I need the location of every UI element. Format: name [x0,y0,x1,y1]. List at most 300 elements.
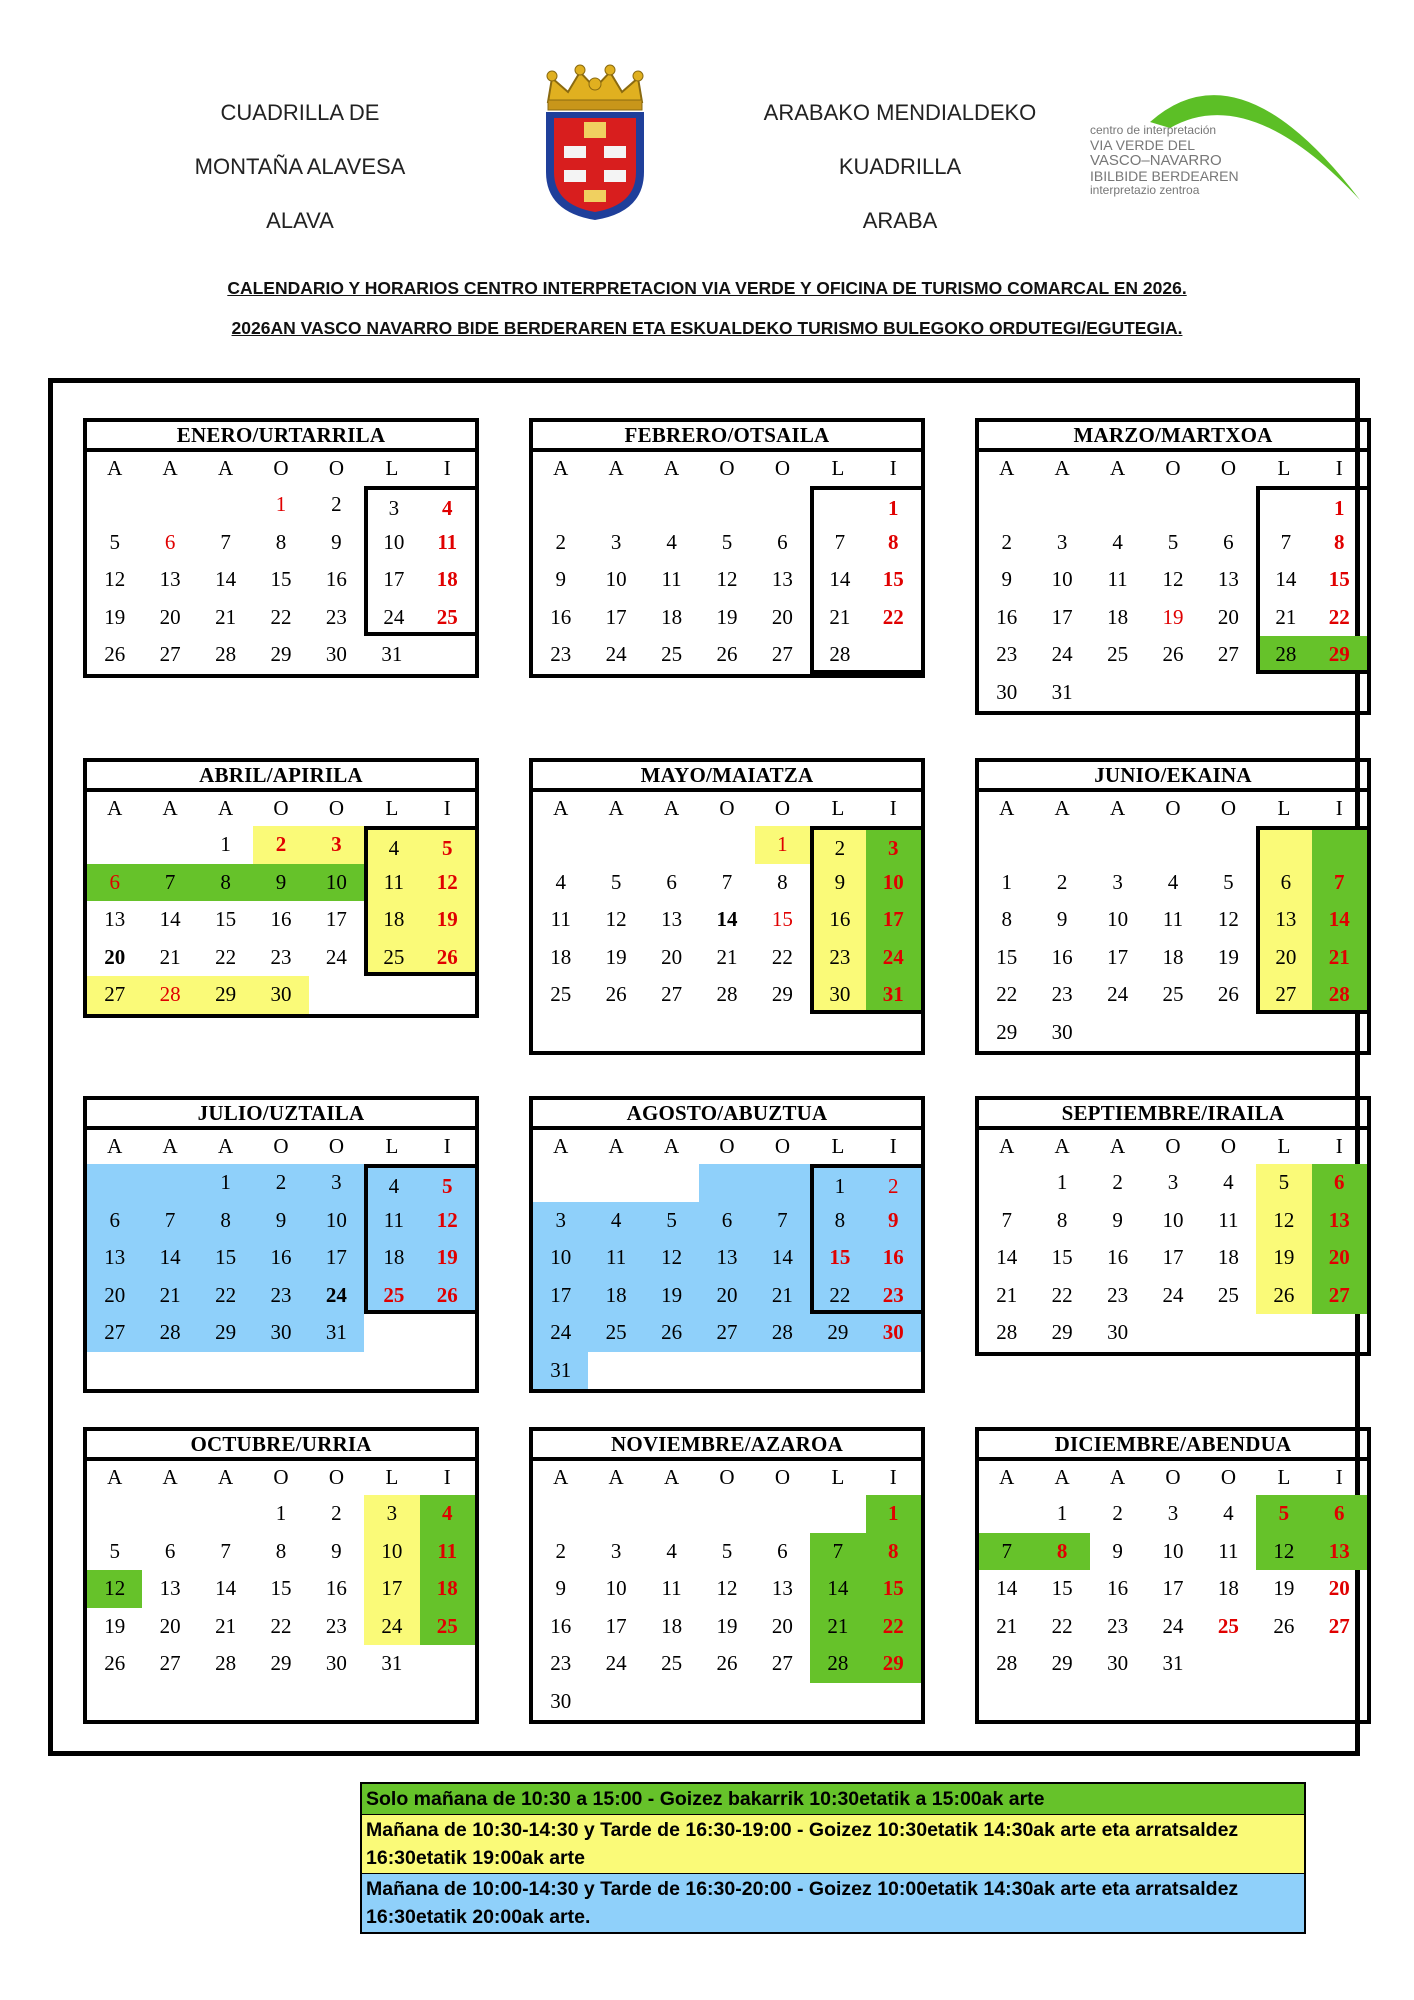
empty-day-cell [1090,1014,1145,1052]
weekday-header: A [1109,1134,1126,1158]
weekday-header: A [608,1465,624,1489]
day-cell: 11 [420,1533,475,1571]
weekday-header: I [1335,1134,1343,1158]
empty-day-cell [755,1164,810,1202]
header-left-line-1: CUADRILLA DE [220,100,380,125]
day-cell: 6 [87,1202,142,1240]
day-cell: 23 [1107,1613,1129,1638]
empty-day-cell [866,1683,921,1721]
empty-day-cell [142,826,197,864]
day-cell: 13 [159,1576,181,1600]
day-cell: 5 [420,1164,475,1202]
empty-day-cell [1145,826,1200,864]
day-cell: 17 [1051,604,1073,629]
empty-day-cell [588,1014,643,1052]
day-cell: 25 [661,642,683,666]
day-cell: 20 [1328,1576,1350,1600]
day-cell: 4 [1112,529,1123,554]
day-cell: 19 [605,944,627,969]
day-cell: 17 [605,604,627,629]
empty-day-cell [198,486,253,524]
weekday-header: A [553,456,569,480]
day-cell: 25 [661,1651,683,1675]
day-cell: 13 [104,907,126,931]
day-cell: 28 [215,1651,237,1675]
day-cell: 15 [215,907,237,931]
weekday-header: A [1109,796,1126,820]
empty-day-cell [364,976,419,1014]
day-cell: 20 [771,1613,793,1638]
weekday-header: A [217,1465,234,1489]
day-cell: 3 [364,486,419,524]
day-cell: 27 [661,982,683,1006]
day-cell: 7 [1256,524,1311,562]
weekday-header: L [1277,1465,1291,1489]
day-cell: 11 [437,529,458,554]
empty-day-cell [588,826,643,864]
day-cell: 31 [309,1314,364,1352]
day-cell: 17 [866,901,921,939]
document-title-eu: 2026AN VASCO NAVARRO BIDE BERDERAREN ETA ESKUALDEKO TURISMO BULEGOKO ORDUTEGI/EGUTEGIA. [231,318,1183,338]
day-cell: 8 [866,1533,921,1571]
empty-day-cell [755,486,810,524]
day-cell: 14 [1312,901,1367,939]
day-cell: 13 [661,907,683,931]
day-cell: 18 [550,944,572,969]
empty-day-cell [87,486,142,524]
day-cell: 17 [325,907,347,931]
day-cell: 4 [666,529,677,554]
empty-day-cell [644,1014,699,1052]
empty-day-cell [1145,1683,1200,1721]
day-cell: 13 [1312,1202,1367,1240]
day-cell: 16 [1107,1245,1129,1269]
day-cell: 27 [1312,1277,1367,1315]
day-cell: 24 [605,1651,627,1675]
day-cell: 22 [866,1608,921,1646]
weekday-header: L [1277,1134,1291,1158]
weekday-header: A [608,796,624,820]
day-cell: 16 [325,567,347,591]
day-cell: 12 [1217,907,1239,931]
day-cell: 17 [1162,1576,1184,1600]
weekday-header: A [1054,796,1070,820]
weekday-header: A [663,1465,680,1489]
day-cell: 7 [810,524,865,562]
day-cell: 18 [364,1239,419,1277]
month-5 [529,758,925,1055]
day-cell: 30 [325,1651,347,1675]
document-title-es: CALENDARIO Y HORARIOS CENTRO INTERPRETACION VIA VERDE Y OFICINA DE TURISMO COMARCAL EN 2026. [227,278,1187,298]
empty-day-cell [588,1495,643,1533]
day-cell: 30 [1051,1019,1073,1044]
day-cell: 30 [1107,1320,1129,1344]
weekday-header: A [999,1465,1015,1489]
empty-day-cell [588,1352,643,1390]
day-cell: 8 [198,864,253,902]
day-cell: 7 [1001,1207,1012,1232]
day-cell: 6 [777,1538,788,1563]
day-cell: 19 [1162,604,1184,629]
empty-day-cell [309,1352,364,1390]
empty-day-cell [644,1683,699,1721]
day-cell: 9 [1112,1207,1123,1232]
day-cell: 21 [215,1613,237,1638]
weekday-header: L [831,796,845,820]
day-cell: 2 [810,826,865,864]
day-cell: 24 [1162,1282,1184,1307]
day-cell: 18 [661,1613,683,1638]
day-cell: 6 [1312,1164,1367,1202]
day-cell: 23 [1107,1282,1129,1307]
via-verde-logo [1090,72,1370,212]
day-cell: 24 [1107,982,1129,1006]
day-cell: 4 [1223,1501,1234,1525]
weekday-header: O [273,1465,289,1489]
day-cell: 10 [1107,907,1129,931]
month-grid [529,1461,925,1724]
day-cell: 21 [755,1277,810,1315]
day-cell: 11 [1107,567,1128,591]
empty-day-cell [1090,826,1145,864]
day-cell: 7 [979,1533,1034,1571]
day-cell: 16 [866,1239,921,1277]
empty-day-cell [979,1495,1034,1533]
day-cell: 26 [1162,642,1184,666]
month-grid [975,792,1371,1055]
day-cell: 29 [996,1019,1018,1044]
empty-day-cell [1145,1314,1200,1352]
empty-day-cell [699,1352,754,1390]
day-cell: 10 [1051,567,1073,591]
day-cell: 6 [1312,1495,1367,1533]
empty-day-cell [1201,1683,1256,1721]
weekday-header: A [999,1134,1015,1158]
weekday-header: I [1335,1465,1343,1489]
day-cell: 27 [1328,1613,1350,1638]
logo-line-2: VIA VERDE DEL [1090,137,1196,153]
day-cell: 16 [550,604,572,629]
empty-day-cell [420,1314,475,1352]
day-cell: 20 [699,1277,754,1315]
day-cell: 4 [1167,869,1179,894]
day-cell: 29 [771,982,793,1006]
day-cell: 20 [159,604,181,629]
empty-day-cell [1201,826,1256,864]
day-cell: 26 [104,1651,126,1675]
weekday-header: A [1054,456,1070,480]
day-cell: 22 [810,1277,865,1315]
day-cell: 24 [1162,1613,1184,1638]
day-cell: 16 [270,907,292,931]
empty-day-cell [810,486,865,524]
day-cell: 5 [109,1538,120,1563]
day-cell: 7 [142,1202,197,1240]
day-cell: 11 [364,864,419,902]
day-cell: 18 [1107,604,1129,629]
empty-day-cell [1312,1014,1367,1052]
day-cell: 16 [325,1576,347,1600]
day-cell: 30 [996,679,1018,704]
day-cell: 21 [810,1608,865,1646]
empty-day-cell [810,1683,865,1721]
day-cell: 31 [866,976,921,1014]
day-cell: 2 [1056,869,1068,894]
day-cell: 11 [588,1239,643,1277]
day-cell: 3 [1056,529,1068,554]
day-cell: 8 [888,529,899,554]
weekday-header: O [1165,796,1181,820]
day-cell: 19 [104,1613,126,1638]
day-cell: 18 [1217,1245,1239,1269]
header-right-line-1: ARABAKO MENDIALDEKO [763,100,1037,125]
day-cell: 29 [1312,636,1367,674]
weekday-header: A [663,1134,680,1158]
day-cell: 17 [309,1239,364,1277]
weekday-header: O [1165,1465,1181,1489]
day-cell: 9 [555,1576,566,1600]
day-cell: 2 [253,1164,308,1202]
day-cell: 28 [996,1320,1018,1344]
day-cell: 20 [1312,1239,1367,1277]
day-cell: 13 [1256,901,1311,939]
day-cell: 5 [610,869,622,894]
weekday-header: O [328,796,344,820]
day-cell: 17 [533,1277,588,1315]
empty-day-cell [364,1352,419,1390]
day-cell: 29 [1051,1651,1073,1675]
empty-day-cell [1090,486,1145,524]
day-cell: 1 [275,492,287,516]
day-cell: 25 [420,599,475,637]
day-cell: 24 [325,944,347,969]
day-cell: 22 [270,604,292,629]
weekday-header: I [1335,796,1343,820]
month-8 [529,1096,925,1393]
day-cell: 8 [198,1202,253,1240]
day-cell: 20 [1256,939,1311,977]
month-3 [975,418,1371,715]
day-cell: 25 [1107,642,1129,666]
day-cell: 4 [1223,1170,1234,1194]
day-cell: 23 [325,604,347,629]
day-cell: 23 [325,1613,347,1638]
day-cell: 27 [159,1651,181,1675]
month-grid [529,452,925,678]
day-cell: 3 [1112,869,1123,894]
day-cell: 20 [771,604,793,629]
day-cell: 16 [810,901,865,939]
month-title: NOVIEMBRE/AZAROA [529,1427,925,1461]
day-cell: 26 [1256,1277,1311,1315]
day-cell: 13 [771,1576,793,1600]
day-cell: 15 [198,1239,253,1277]
day-cell: 3 [1167,1501,1179,1525]
empty-day-cell [979,826,1034,864]
empty-day-cell [253,1683,308,1721]
month-7 [83,1096,479,1393]
weekday-header: L [385,796,399,820]
month-grid [529,1130,925,1393]
coat-of-arms-icon [530,62,660,222]
empty-day-cell [87,1164,142,1202]
day-cell: 9 [331,529,342,554]
day-cell: 11 [364,1202,419,1240]
day-cell: 7 [721,869,733,894]
weekday-header: O [328,1134,344,1158]
empty-day-cell [309,976,364,1014]
weekday-header: O [1165,456,1181,480]
weekday-header: A [107,1465,123,1489]
empty-day-cell [699,1014,754,1052]
day-cell: 14 [159,907,181,931]
day-cell: 18 [364,901,419,939]
day-cell: 23 [996,642,1018,666]
day-cell: 10 [309,864,364,902]
day-cell: 18 [661,604,683,629]
day-cell: 18 [436,567,458,591]
day-cell: 29 [866,1645,921,1683]
empty-day-cell [1201,1314,1256,1352]
weekday-header: I [889,796,897,820]
day-cell: 22 [771,944,793,969]
day-cell: 14 [716,907,738,931]
day-cell: 5 [1256,1164,1311,1202]
day-cell: 26 [716,642,738,666]
day-cell: 6 [87,864,142,902]
day-cell: 2 [866,1164,921,1202]
empty-day-cell [866,1352,921,1390]
day-cell: 14 [996,1576,1018,1600]
day-cell: 27 [1256,976,1311,1014]
day-cell: 4 [666,1538,677,1563]
empty-day-cell [364,1683,419,1721]
day-cell: 19 [1256,1239,1311,1277]
day-cell: 11 [550,907,571,931]
day-cell: 20 [661,944,683,969]
empty-day-cell [1034,486,1089,524]
day-cell: 12 [644,1239,699,1277]
day-cell: 15 [270,567,292,591]
day-cell: 22 [1051,1282,1073,1307]
logo-line-5: interpretazio zentroa [1090,183,1200,197]
weekday-header: A [608,1134,624,1158]
day-cell: 9 [810,864,865,902]
empty-day-cell [1145,674,1200,712]
day-cell: 27 [699,1314,754,1352]
day-cell: 23 [810,939,865,977]
empty-day-cell [420,976,475,1014]
day-cell: 13 [159,567,181,591]
weekday-header: A [553,796,569,820]
empty-day-cell [979,1164,1034,1202]
empty-day-cell [755,1495,810,1533]
day-cell: 26 [1217,982,1239,1006]
day-cell: 11 [661,1576,682,1600]
day-cell: 13 [87,1239,142,1277]
empty-day-cell [533,486,588,524]
weekday-header: A [1054,1134,1070,1158]
day-cell: 28 [996,1651,1018,1675]
month-grid [975,1130,1371,1356]
day-cell: 25 [588,1314,643,1352]
day-cell: 24 [533,1314,588,1352]
day-cell: 15 [1051,1245,1073,1269]
logo-line-4: IBILBIDE BERDEAREN [1090,168,1239,184]
day-cell: 20 [159,1613,181,1638]
header-right-line-3: ARABA [862,208,938,233]
day-cell: 16 [253,1239,308,1277]
header-left-line-3: ALAVA [266,208,334,233]
day-cell: 15 [1328,567,1350,591]
empty-day-cell [1201,486,1256,524]
month-grid [529,792,925,1055]
month-title: MAYO/MAIATZA [529,758,925,792]
day-cell: 10 [1162,1538,1184,1563]
day-cell: 11 [1218,1538,1239,1563]
empty-day-cell [309,1683,364,1721]
weekday-header: A [162,1134,178,1158]
day-cell: 8 [1001,907,1012,931]
empty-day-cell [142,1683,197,1721]
day-cell: 8 [275,1538,287,1563]
day-cell: 5 [644,1202,699,1240]
day-cell: 21 [142,1277,197,1315]
day-cell: 12 [87,1570,142,1608]
day-cell: 7 [220,1538,231,1563]
weekday-header: O [719,1465,735,1489]
day-cell: 23 [550,642,572,666]
day-cell: 23 [550,1651,572,1675]
day-cell: 10 [1162,1207,1184,1232]
day-cell: 26 [104,642,126,666]
empty-day-cell [644,1495,699,1533]
day-cell: 6 [164,529,176,554]
empty-day-cell [142,486,197,524]
weekday-header: O [1220,1465,1236,1489]
month-title: OCTUBRE/URRIA [83,1427,479,1461]
empty-day-cell [644,1164,699,1202]
empty-day-cell [87,826,142,864]
empty-day-cell [1256,674,1311,712]
day-cell: 28 [215,642,237,666]
empty-day-cell [533,1495,588,1533]
month-title: JUNIO/EKAINA [975,758,1371,792]
empty-day-cell [699,1683,754,1721]
empty-day-cell [699,1164,754,1202]
day-cell: 22 [882,604,904,629]
weekday-header: A [217,796,234,820]
empty-day-cell [533,1164,588,1202]
day-cell: 5 [420,826,475,864]
day-cell: 26 [1273,1613,1295,1638]
day-cell: 25 [1217,1613,1239,1638]
empty-day-cell [810,1014,865,1052]
day-cell: 30 [1107,1651,1129,1675]
month-6 [975,758,1371,1055]
weekday-header: A [162,1465,178,1489]
month-12 [975,1427,1371,1724]
day-cell: 14 [810,1570,865,1608]
day-cell: 2 [253,826,308,864]
empty-day-cell [253,1352,308,1390]
weekday-header: A [217,456,234,480]
day-cell: 30 [810,976,865,1014]
day-cell: 13 [699,1239,754,1277]
day-cell: 29 [198,976,253,1014]
day-cell: 19 [644,1277,699,1315]
day-cell: 28 [1312,976,1367,1014]
